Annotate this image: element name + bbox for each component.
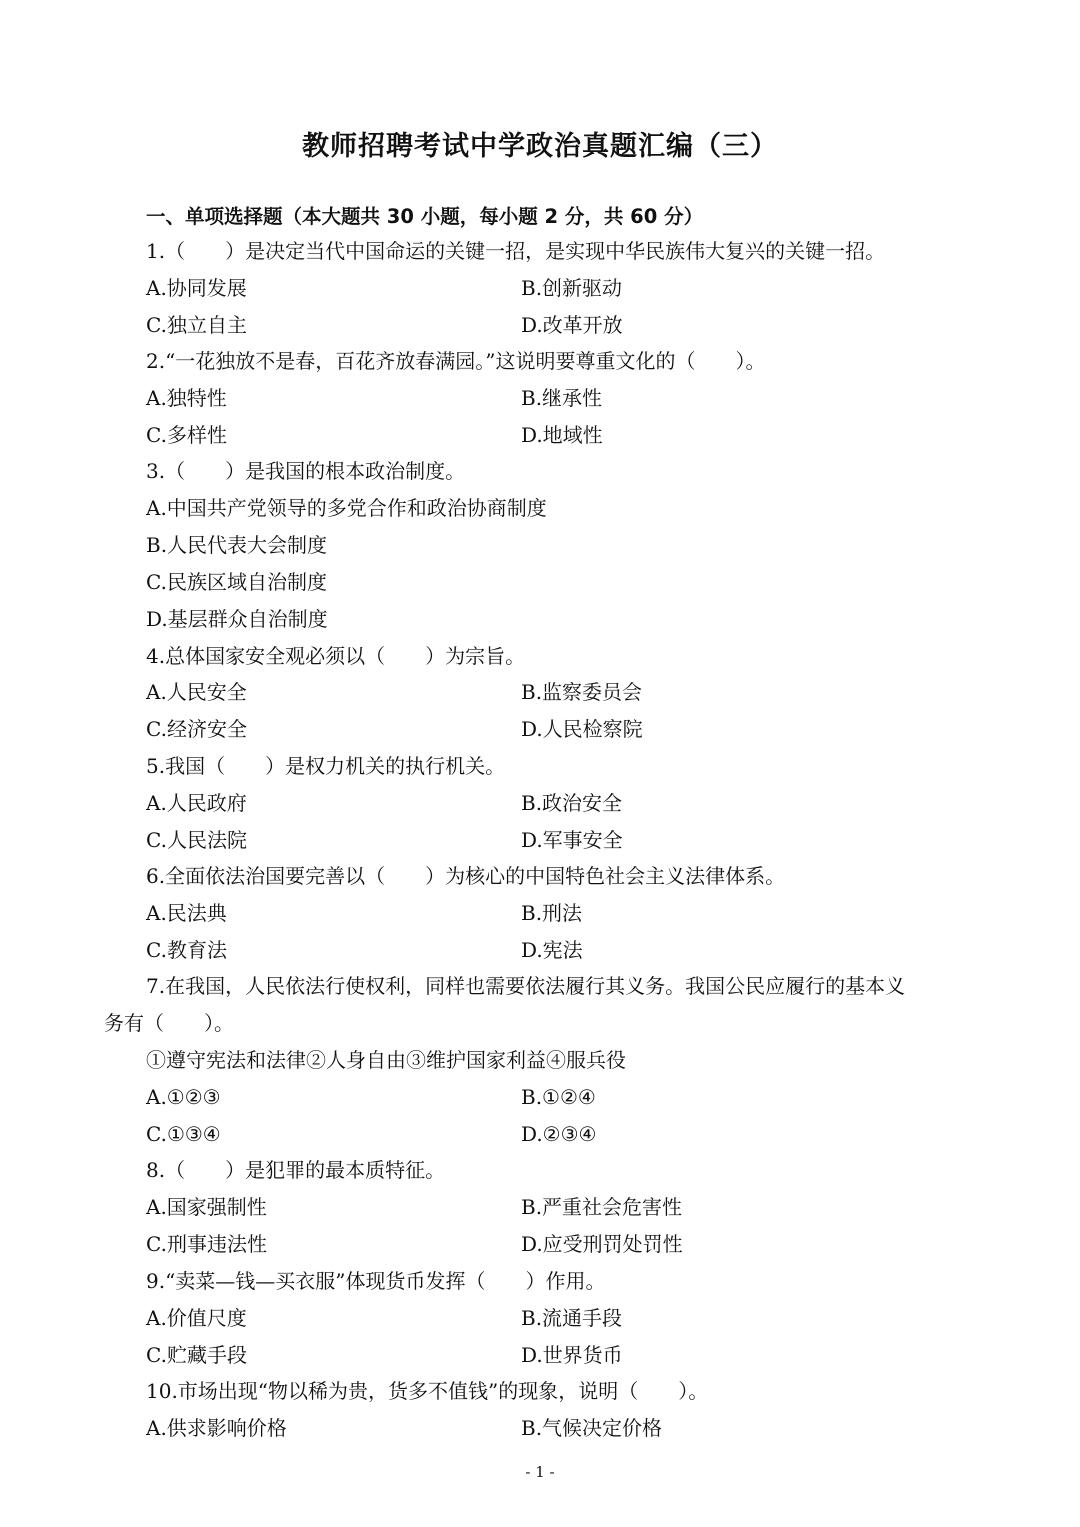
section-heading: 一、单项选择题（本大题共 30 小题，每小题 2 分，共 60 分）: [146, 205, 704, 228]
question-10-option-b: B.气候决定价格: [521, 1416, 663, 1440]
question-5-option-b: B.政治安全: [521, 791, 623, 815]
question-6-option-d: D.宪法: [521, 938, 583, 962]
question-5-option-a: A.人民政府: [146, 791, 247, 815]
question-8-option-c: C.刑事违法性: [146, 1232, 267, 1256]
question-4-option-c: C.经济安全: [146, 717, 247, 741]
question-6-option-b: B.刑法: [521, 901, 583, 925]
question-8-stem: 8.（ ）是犯罪的最本质特征。: [146, 1158, 446, 1182]
question-9-option-c: C.贮藏手段: [146, 1343, 247, 1367]
question-2-option-a: A.独特性: [146, 386, 227, 410]
question-9-option-a: A.价值尺度: [146, 1306, 247, 1330]
question-3-option-d: D.基层群众自治制度: [146, 607, 328, 631]
question-7-stem-continued: 务有（ ）。: [104, 1011, 234, 1035]
question-3-option-a: A.中国共产党领导的多党合作和政治协商制度: [146, 496, 547, 520]
question-3-option-b: B.人民代表大会制度: [146, 533, 328, 557]
question-1-option-a: A.协同发展: [146, 276, 247, 300]
question-4-option-d: D.人民检察院: [521, 717, 643, 741]
question-4-option-b: B.监察委员会: [521, 680, 643, 704]
question-7-statements: ①遵守宪法和法律②人身自由③维护国家利益④服兵役: [146, 1048, 626, 1072]
page-title: 教师招聘考试中学政治真题汇编（三）: [302, 131, 778, 162]
question-6-option-a: A.民法典: [146, 901, 227, 925]
question-9-option-d: D.世界货币: [521, 1343, 623, 1367]
question-5-option-c: C.人民法院: [146, 828, 247, 852]
question-9-stem: 9.“卖菜—钱—买衣服”体现货币发挥（ ）作用。: [146, 1269, 606, 1293]
question-1-stem: 1.（ ）是决定当代中国命运的关键一招，是实现中华民族伟大复兴的关键一招。: [146, 239, 886, 263]
question-7-stem: 7.在我国，人民依法行使权利，同样也需要依法履行其义务。我国公民应履行的基本义: [146, 974, 906, 998]
question-2-option-c: C.多样性: [146, 423, 227, 447]
question-1-option-c: C.独立自主: [146, 313, 247, 337]
question-5-stem: 5.我国（ ）是权力机关的执行机关。: [146, 754, 506, 778]
question-7-option-b: B.①②④: [521, 1085, 596, 1109]
question-10-option-a: A.供求影响价格: [146, 1416, 287, 1440]
question-4-stem: 4.总体国家安全观必须以（ ）为宗旨。: [146, 644, 526, 668]
question-2-option-b: B.继承性: [521, 386, 603, 410]
question-3-option-c: C.民族区域自治制度: [146, 570, 327, 594]
question-4-option-a: A.人民安全: [146, 680, 247, 704]
question-2-option-d: D.地域性: [521, 423, 603, 447]
question-7-option-d: D.②③④: [521, 1122, 597, 1146]
question-8-option-d: D.应受刑罚处罚性: [521, 1232, 683, 1256]
question-5-option-d: D.军事安全: [521, 828, 623, 852]
question-9-option-b: B.流通手段: [521, 1306, 623, 1330]
question-2-stem: 2.“一花独放不是春，百花齐放春满园。”这说明要尊重文化的（ ）。: [146, 349, 766, 373]
question-8-option-b: B.严重社会危害性: [521, 1195, 683, 1219]
question-7-option-a: A.①②③: [146, 1085, 221, 1109]
question-1-option-d: D.改革开放: [521, 313, 623, 337]
question-3-stem: 3.（ ）是我国的根本政治制度。: [146, 459, 466, 483]
page-number: - 1 -: [525, 1463, 555, 1481]
question-8-option-a: A.国家强制性: [146, 1195, 267, 1219]
question-6-stem: 6.全面依法治国要完善以（ ）为核心的中国特色社会主义法律体系。: [146, 864, 786, 888]
question-7-option-c: C.①③④: [146, 1122, 221, 1146]
question-10-stem: 10.市场出现“物以稀为贵，货多不值钱”的现象，说明（ ）。: [146, 1379, 709, 1403]
question-6-option-c: C.教育法: [146, 938, 227, 962]
question-1-option-b: B.创新驱动: [521, 276, 623, 300]
